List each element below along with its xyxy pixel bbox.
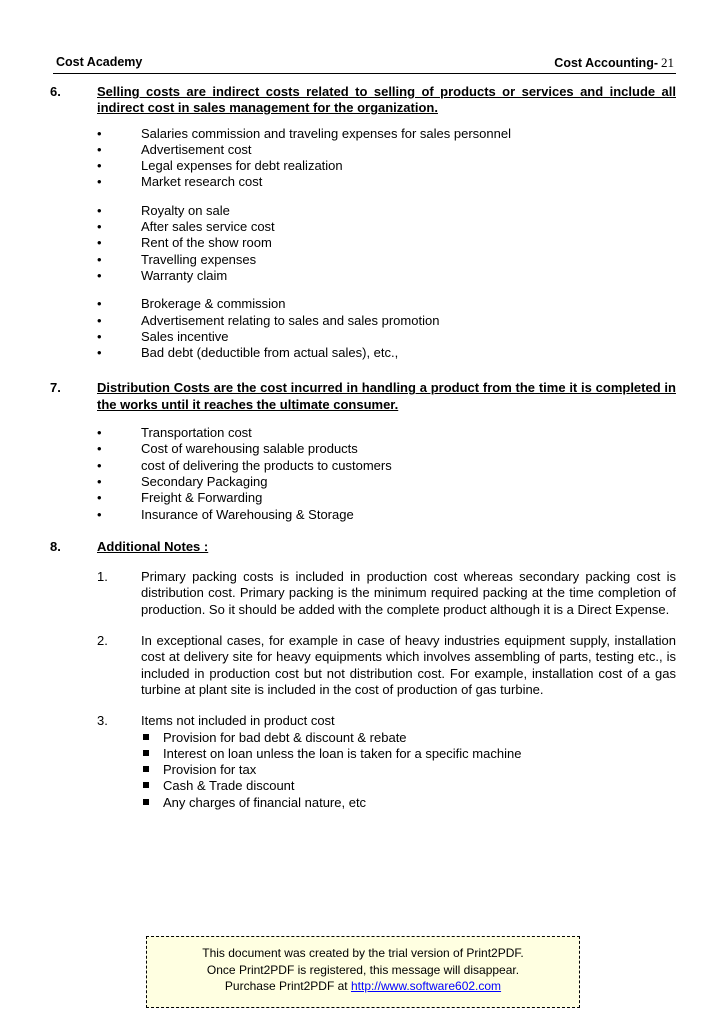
square-bullet-icon: [143, 782, 149, 788]
note-text: In exceptional cases, for example in case of heavy industries equipment supply, installation cost at delivery site for heavy equipments which involves assembling of parts, testing etc., is included in production cost but not distribution cost. For example, installation cost of a gas turbine at plant site is included in the cost of production of gas turbine.: [141, 633, 676, 697]
list-item: • Sales incentive: [97, 328, 229, 344]
note-number: 1.: [97, 569, 108, 585]
list-item: • Warranty claim: [97, 267, 228, 283]
list-item: • Brokerage & commission: [97, 296, 286, 312]
section-title: Selling costs are indirect costs related to selling of products or services and include all indirect cost in sales management for the organization.: [97, 84, 676, 116]
section-number: 8.: [50, 538, 61, 554]
bullet-icon: •: [97, 267, 102, 283]
bullet-icon: •: [97, 125, 102, 141]
list-item: Cash & Trade discount: [141, 778, 676, 794]
bullet-icon: •: [97, 141, 102, 157]
list-item: Provision for tax: [141, 762, 676, 778]
note-number: 3.: [97, 713, 108, 729]
bullet-icon: •: [97, 235, 102, 251]
square-bullet-icon: [143, 799, 149, 805]
bullet-icon: •: [97, 251, 102, 267]
note-number: 2.: [97, 633, 108, 649]
section-number: 7.: [50, 380, 61, 396]
list-item: • Advertisement relating to sales and sales promotion: [97, 312, 440, 328]
square-bullet-icon: [143, 734, 149, 740]
bullet-list: [97, 126, 676, 191]
header-right-title: Cost Accounting-: [554, 56, 658, 70]
bullet-list: [97, 296, 676, 361]
bullet-icon: •: [97, 425, 102, 441]
bullet-icon: •: [97, 473, 102, 489]
note-item: [97, 633, 676, 698]
list-item: • After sales service cost: [97, 219, 275, 235]
section-7: [50, 380, 676, 522]
software602-link[interactable]: http://www.software602.com: [350, 979, 502, 993]
list-item: • cost of delivering the products to customers: [97, 457, 392, 473]
note-item: [97, 713, 676, 811]
bullet-icon: •: [97, 158, 102, 174]
list-item: • Cost of warehousing salable products: [97, 441, 358, 457]
list-item: Any charges of financial nature, etc: [141, 795, 676, 811]
trial-notice-line: Purchase Print2PDF at http://www.software602.com: [224, 979, 502, 993]
notes-list: [97, 569, 676, 811]
section-title: Distribution Costs are the cost incurred in handling a product from the time it is completed in the works until it reaches the ultimate consumer.: [97, 380, 676, 412]
trial-notice-line: Once Print2PDF is registered, this message will disappear.: [206, 962, 520, 977]
page-number: 21: [661, 55, 674, 70]
square-bullet-icon: [143, 750, 149, 756]
bullet-icon: •: [97, 345, 102, 361]
list-item: • Travelling expenses: [97, 251, 257, 267]
list-item: • Insurance of Warehousing & Storage: [97, 506, 354, 522]
section-title: Additional Notes :: [97, 538, 209, 554]
bullet-icon: •: [97, 506, 102, 522]
square-bullet-icon: [143, 766, 149, 772]
list-item: • Legal expenses for debt realization: [97, 158, 343, 174]
bullet-list: [97, 425, 676, 523]
trial-notice-box: [146, 936, 580, 1008]
note-text: Items not included in product cost: [141, 713, 335, 729]
list-item: • Transportation cost: [97, 425, 252, 441]
list-item: • Royalty on sale: [97, 202, 230, 218]
section-8: [50, 539, 676, 811]
note-item: [97, 569, 676, 618]
bullet-icon: •: [97, 202, 102, 218]
bullet-icon: •: [97, 457, 102, 473]
section-number: 6.: [50, 84, 61, 99]
note-text: Primary packing costs is included in production cost whereas secondary packing cost is distribution cost. Primary packing is the minimum required packing at the time completion of production. So it should be added with the complete product although it is a Direct Expense.: [141, 569, 676, 617]
list-item: • Secondary Packaging: [97, 473, 268, 489]
bullet-icon: •: [97, 174, 102, 190]
bullet-icon: •: [97, 490, 102, 506]
bullet-icon: •: [97, 296, 102, 312]
page-header: [56, 53, 674, 71]
trial-notice-line: This document was created by the trial version of Print2PDF.: [202, 946, 524, 960]
bullet-icon: •: [97, 441, 102, 457]
list-item: • Advertisement cost: [97, 141, 252, 157]
excluded-items-list: [141, 730, 676, 811]
bullet-icon: •: [97, 312, 102, 328]
section-6: [50, 84, 676, 361]
list-item: • Bad debt (deductible from actual sales), etc.,: [97, 345, 399, 361]
list-item: • Market research cost: [97, 174, 263, 190]
document-body: [50, 84, 676, 811]
header-divider: [53, 73, 676, 74]
bullet-icon: •: [97, 219, 102, 235]
header-right: [554, 55, 674, 71]
list-item: • Rent of the show room: [97, 235, 272, 251]
bullet-icon: •: [97, 328, 102, 344]
list-item: Provision for bad debt & discount & rebate: [141, 730, 676, 746]
header-left: Cost Academy: [56, 55, 143, 69]
list-item: • Salaries commission and traveling expenses for sales personnel: [97, 125, 511, 141]
list-item: • Freight & Forwarding: [97, 490, 263, 506]
list-item: Interest on loan unless the loan is taken for a specific machine: [141, 746, 676, 762]
bullet-list: [97, 203, 676, 284]
